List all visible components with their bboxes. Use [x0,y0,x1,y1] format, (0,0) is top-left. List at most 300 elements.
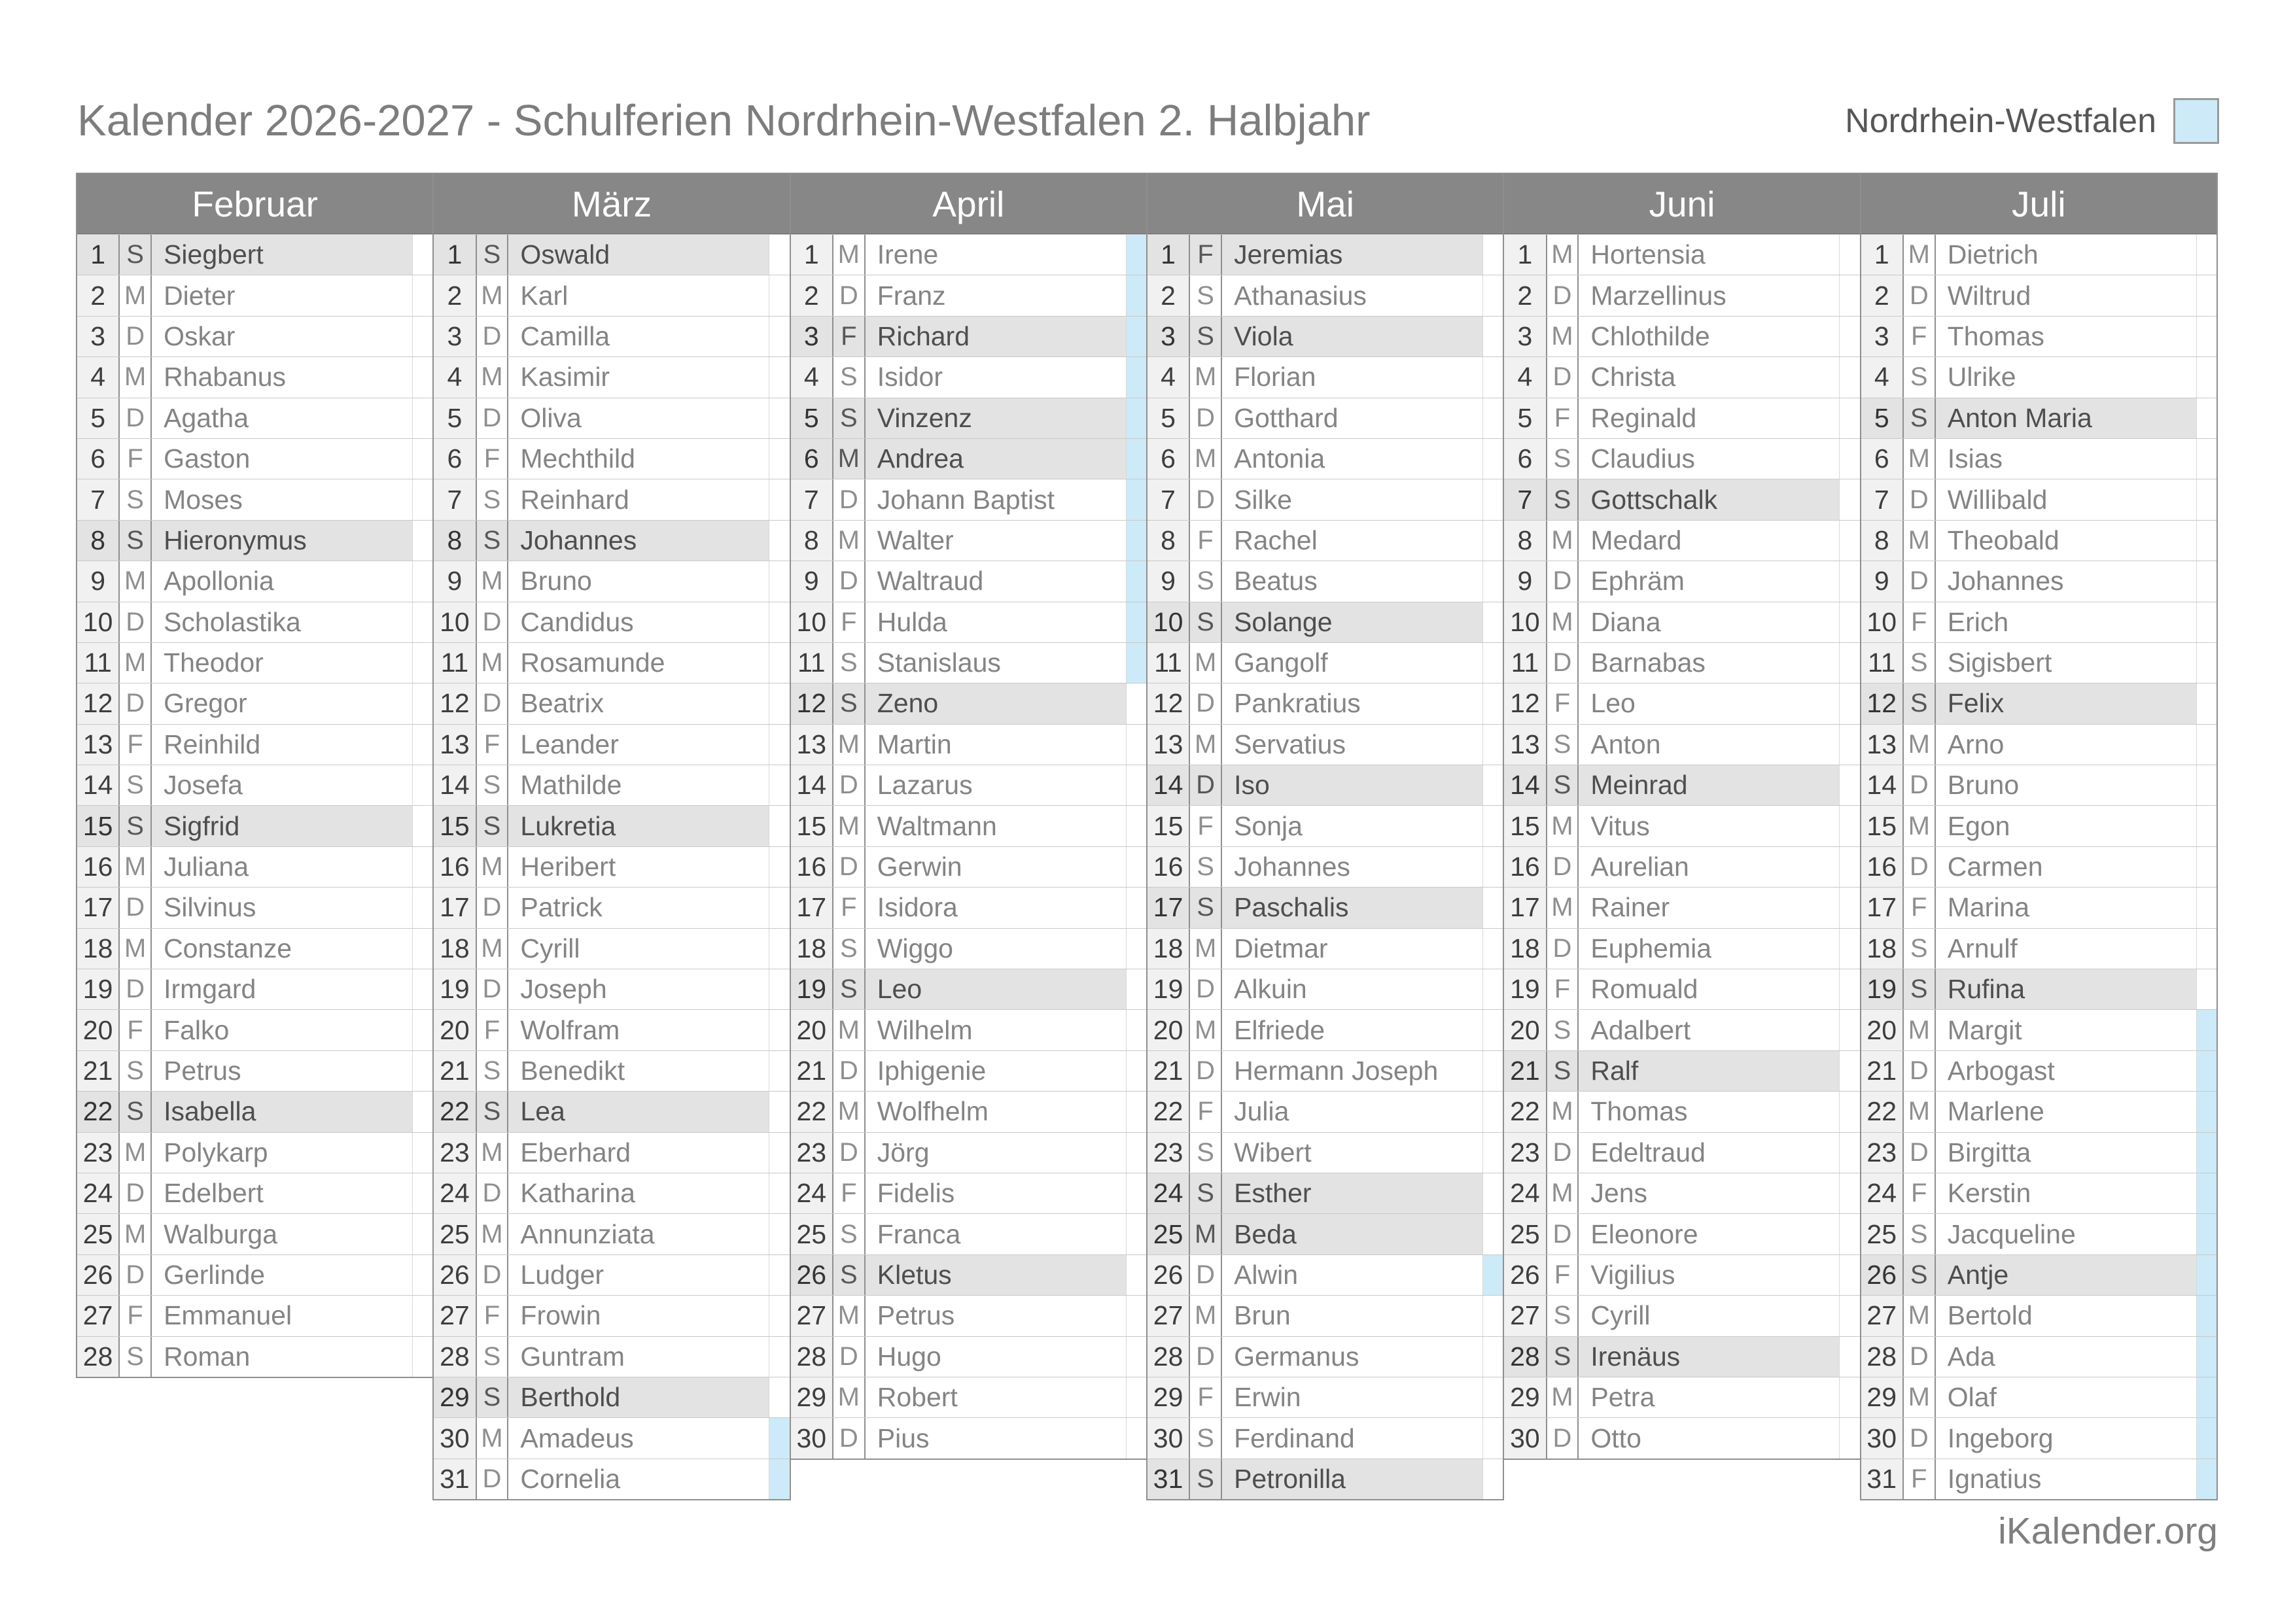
school-holiday-stripe-cell [1840,1051,1859,1091]
nameday-cell: Gottschalk [1579,479,1840,519]
nameday-cell: Gerwin [866,847,1127,887]
nameday-cell: Vigilius [1579,1255,1840,1295]
school-holiday-stripe-cell [1840,806,1859,846]
day-row [77,1050,432,1091]
day-number-cell: 3 [434,317,476,356]
day-number-cell: 7 [1504,479,1547,519]
day-number-cell: 25 [77,1214,120,1254]
school-holiday-stripe-cell [413,683,432,723]
school-holiday-stripe-cell [1127,765,1146,805]
weekday-cell: S [477,1092,509,1132]
nameday-cell: Egon [1936,806,2197,846]
day-row [77,1173,432,1213]
day-number-cell: 22 [1148,1092,1190,1132]
day-row [1504,805,1859,846]
weekday-cell: M [1547,806,1579,846]
day-number-cell: 12 [1861,683,1904,723]
weekday-cell: S [833,357,866,397]
weekday-cell: M [1190,357,1222,397]
weekday-cell: D [1190,1051,1222,1091]
day-row [1861,1009,2216,1050]
school-holiday-stripe-cell [769,806,789,846]
day-number-cell: 13 [434,725,476,765]
weekday-cell: D [1190,398,1222,438]
weekday-cell: D [1190,1337,1222,1377]
weekday-cell: M [1190,1010,1222,1050]
day-number-cell: 23 [1148,1133,1190,1173]
nameday-cell: Antonia [1222,439,1483,479]
school-holiday-stripe-cell [1840,1133,1859,1173]
nameday-cell: Ludger [508,1255,769,1295]
day-row [1504,765,1859,805]
day-row [791,479,1146,519]
month-column [1860,173,2218,1500]
day-number-cell: 2 [434,275,476,315]
weekday-cell: S [120,521,152,561]
weekday-cell: F [1190,235,1222,275]
weekday-cell: D [120,888,152,927]
school-holiday-stripe-cell [1840,888,1859,927]
nameday-cell: Erich [1936,602,2197,642]
day-number-cell: 7 [77,479,120,519]
nameday-cell: Frowin [508,1296,769,1336]
day-row [791,969,1146,1009]
weekday-cell: D [1547,929,1579,969]
school-holiday-stripe-cell [769,1337,789,1377]
nameday-cell: Silvinus [152,888,413,927]
nameday-cell: Anton [1579,725,1840,765]
day-number-cell: 3 [77,317,120,356]
weekday-cell: M [1547,235,1579,275]
weekday-cell: M [120,929,152,969]
nameday-cell: Marlene [1936,1092,2197,1132]
nameday-cell: Solange [1222,602,1483,642]
nameday-cell: Silke [1222,479,1483,519]
day-number-cell: 5 [434,398,476,438]
nameday-cell: Pius [866,1418,1127,1458]
day-number-cell: 15 [1861,806,1904,846]
day-row [1504,1132,1859,1173]
weekday-cell: S [1904,1255,1936,1295]
day-number-cell: 18 [434,929,476,969]
nameday-cell: Antje [1936,1255,2197,1295]
nameday-cell: Falko [152,1010,413,1050]
nameday-cell: Roman [152,1337,413,1377]
nameday-cell: Johannes [1222,847,1483,887]
school-holiday-stripe-cell [413,1296,432,1336]
nameday-cell: Rhabanus [152,357,413,397]
day-number-cell: 11 [434,643,476,683]
school-holiday-stripe-cell [413,439,432,479]
weekday-cell: D [833,847,866,887]
day-number-cell: 13 [77,725,120,765]
weekday-cell: D [120,683,152,723]
school-holiday-stripe-cell [769,765,789,805]
weekday-cell: D [833,275,866,315]
day-number-cell: 28 [77,1337,120,1377]
day-number-cell: 30 [1504,1418,1547,1458]
weekday-cell: D [1547,275,1579,315]
day-row [1148,846,1503,887]
day-number-cell: 26 [1504,1255,1547,1295]
weekday-cell: M [1190,439,1222,479]
day-number-cell: 8 [77,521,120,561]
nameday-cell: Camilla [508,317,769,356]
weekday-cell: D [1547,357,1579,397]
day-row [434,234,789,275]
school-holiday-stripe-cell [1483,521,1503,561]
day-row [434,316,789,356]
school-holiday-stripe-cell [769,439,789,479]
day-row [1861,846,2216,887]
day-row [434,642,789,683]
school-holiday-stripe-cell [1483,725,1503,765]
day-row [77,561,432,601]
day-number-cell: 23 [1861,1133,1904,1173]
day-row [77,805,432,846]
weekday-cell: F [477,1296,509,1336]
school-holiday-stripe-cell [413,1010,432,1050]
weekday-cell: M [120,275,152,315]
day-number-cell: 11 [77,643,120,683]
weekday-cell: M [120,1133,152,1173]
weekday-cell: M [120,847,152,887]
day-row [77,1091,432,1132]
day-number-cell: 10 [1504,602,1547,642]
day-number-cell: 24 [791,1173,833,1213]
nameday-cell: Isias [1936,439,2197,479]
day-row [434,1417,789,1458]
day-number-cell: 15 [434,806,476,846]
school-holiday-stripe-cell [769,643,789,683]
day-number-cell: 9 [791,561,833,601]
school-holiday-stripe-cell [413,235,432,275]
day-number-cell: 20 [77,1010,120,1050]
school-holiday-stripe-cell [413,357,432,397]
school-holiday-stripe-cell [1840,398,1859,438]
weekday-cell: M [1904,439,1936,479]
day-number-cell: 4 [434,357,476,397]
school-holiday-stripe-cell [2197,1173,2216,1213]
day-row [1148,356,1503,397]
day-number-cell: 12 [1148,683,1190,723]
weekday-cell: M [1547,317,1579,356]
day-number-cell: 15 [1148,806,1190,846]
day-number-cell: 30 [1148,1418,1190,1458]
school-holiday-stripe-cell [1127,929,1146,969]
school-holiday-stripe-cell [1127,1133,1146,1173]
day-number-cell: 18 [1504,929,1547,969]
weekday-cell: M [477,847,509,887]
day-number-cell: 14 [1861,765,1904,805]
school-holiday-stripe-cell [1483,969,1503,1009]
day-row [77,928,432,969]
day-row [434,1173,789,1213]
weekday-cell: S [1190,561,1222,601]
nameday-cell: Vitus [1579,806,1840,846]
day-row [1504,724,1859,765]
school-holiday-stripe-cell [1840,521,1859,561]
school-holiday-stripe-cell [1483,683,1503,723]
day-number-cell: 13 [1504,725,1547,765]
school-holiday-stripe-cell [1483,439,1503,479]
nameday-cell: Lazarus [866,765,1127,805]
day-row [1504,316,1859,356]
day-number-cell: 3 [1148,317,1190,356]
school-holiday-stripe-cell [413,725,432,765]
day-row [791,1009,1146,1050]
school-holiday-stripe-cell [1840,969,1859,1009]
weekday-cell: S [1904,357,1936,397]
weekday-cell: M [1904,1296,1936,1336]
nameday-cell: Lea [508,1092,769,1132]
day-row [434,1295,789,1336]
nameday-cell: Martin [866,725,1127,765]
school-holiday-stripe-cell [769,275,789,315]
weekday-cell: D [120,969,152,1009]
weekday-cell: S [120,1337,152,1377]
weekday-cell: D [477,888,509,927]
school-holiday-stripe-cell [769,317,789,356]
day-row [791,234,1146,275]
weekday-cell: S [1904,969,1936,1009]
nameday-cell: Jens [1579,1173,1840,1213]
weekday-cell: S [477,806,509,846]
nameday-cell: Constanze [152,929,413,969]
school-holiday-stripe-cell [2197,521,2216,561]
weekday-cell: D [120,1173,152,1213]
day-row [77,642,432,683]
weekday-cell: S [1190,602,1222,642]
school-holiday-stripe-cell [413,561,432,601]
school-holiday-stripe-cell [2197,235,2216,275]
school-holiday-stripe-cell [2197,969,2216,1009]
nameday-cell: Reginald [1579,398,1840,438]
nameday-cell: Barnabas [1579,643,1840,683]
day-number-cell: 2 [77,275,120,315]
school-holiday-stripe-cell [1483,235,1503,275]
day-number-cell: 11 [1861,643,1904,683]
day-row [1148,561,1503,601]
day-row [1504,275,1859,315]
month-column [76,173,434,1378]
nameday-cell: Gregor [152,683,413,723]
day-number-cell: 16 [1504,847,1547,887]
school-holiday-stripe-cell [413,1173,432,1213]
nameday-cell: Johannes [508,521,769,561]
nameday-cell: Annunziata [508,1214,769,1254]
school-holiday-stripe-cell [1840,439,1859,479]
nameday-cell: Theodor [152,643,413,683]
school-holiday-stripe-cell [1483,602,1503,642]
nameday-cell: Iso [1222,765,1483,805]
day-row [791,1377,1146,1417]
nameday-cell: Edelbert [152,1173,413,1213]
weekday-cell: D [477,602,509,642]
day-number-cell: 14 [434,765,476,805]
school-holiday-stripe-cell [769,357,789,397]
month-column [1146,173,1504,1500]
weekday-cell: F [1547,969,1579,1009]
school-holiday-stripe-cell [2197,1051,2216,1091]
day-number-cell: 24 [1861,1173,1904,1213]
nameday-cell: Beatus [1222,561,1483,601]
day-row [1148,1213,1503,1254]
nameday-cell: Rufina [1936,969,2197,1009]
weekday-cell: D [1190,1255,1222,1295]
weekday-cell: S [1904,1214,1936,1254]
day-number-cell: 1 [1148,235,1190,275]
day-row [434,969,789,1009]
day-number-cell: 14 [77,765,120,805]
nameday-cell: Sigisbert [1936,643,2197,683]
weekday-cell: S [120,235,152,275]
weekday-cell: M [477,1418,509,1458]
nameday-cell: Aurelian [1579,847,1840,887]
day-number-cell: 11 [791,643,833,683]
nameday-cell: Eleonore [1579,1214,1840,1254]
school-holiday-stripe-cell [2197,643,2216,683]
day-row [791,1254,1146,1295]
nameday-cell: Beatrix [508,683,769,723]
school-holiday-stripe-cell [2197,479,2216,519]
day-row [1861,765,2216,805]
nameday-cell: Patrick [508,888,769,927]
school-holiday-stripe-cell [2197,317,2216,356]
day-row [434,479,789,519]
nameday-cell: Marzellinus [1579,275,1840,315]
weekday-cell: D [1904,1418,1936,1458]
nameday-cell: Erwin [1222,1377,1483,1417]
day-number-cell: 27 [1504,1296,1547,1336]
school-holiday-stripe-cell [413,317,432,356]
school-holiday-stripe-cell [413,643,432,683]
nameday-cell: Brun [1222,1296,1483,1336]
school-holiday-stripe-cell [769,1214,789,1254]
day-row [791,724,1146,765]
day-number-cell: 16 [791,847,833,887]
school-holiday-stripe-cell [2197,929,2216,969]
nameday-cell: Olaf [1936,1377,2197,1417]
school-holiday-stripe-cell [1483,398,1503,438]
weekday-cell: S [1190,1173,1222,1213]
day-number-cell: 17 [1861,888,1904,927]
weekday-cell: S [477,479,509,519]
day-number-cell: 26 [791,1255,833,1295]
nameday-cell: Josefa [152,765,413,805]
weekday-cell: F [1904,317,1936,356]
weekday-cell: S [1904,683,1936,723]
day-number-cell: 24 [434,1173,476,1213]
weekday-cell: D [1547,1418,1579,1458]
school-holiday-stripe-cell [1840,643,1859,683]
weekday-cell: D [477,969,509,1009]
school-holiday-stripe-cell [2197,1133,2216,1173]
region-legend [1845,98,2219,144]
school-holiday-stripe-cell [1840,357,1859,397]
day-row [77,234,432,275]
day-row [1504,438,1859,479]
school-holiday-stripe-cell [1483,357,1503,397]
page-title: Kalender 2026-2027 - Schulferien Nordrhein-Westfalen 2. Halbjahr [77,96,1371,145]
day-row [1148,805,1503,846]
day-row [1861,1254,2216,1295]
nameday-cell: Alwin [1222,1255,1483,1295]
day-row [1861,928,2216,969]
day-row [434,765,789,805]
day-number-cell: 26 [1148,1255,1190,1295]
day-row [434,1132,789,1173]
day-number-cell: 16 [77,847,120,887]
day-number-cell: 19 [1504,969,1547,1009]
day-number-cell: 26 [434,1255,476,1295]
day-number-cell: 14 [791,765,833,805]
day-row [1148,1254,1503,1295]
school-holiday-stripe-cell [413,398,432,438]
day-number-cell: 29 [1148,1377,1190,1417]
month-column [432,173,790,1500]
weekday-cell: D [833,765,866,805]
day-row [1861,1173,2216,1213]
nameday-cell: Vinzenz [866,398,1127,438]
school-holiday-stripe-cell [2197,602,2216,642]
weekday-cell: M [477,1133,509,1173]
school-holiday-stripe-cell [1127,1418,1146,1458]
day-number-cell: 25 [1504,1214,1547,1254]
nameday-cell: Rachel [1222,521,1483,561]
day-row [1861,520,2216,561]
school-holiday-stripe-cell [1483,1337,1503,1377]
day-number-cell: 25 [791,1214,833,1254]
day-row [791,1336,1146,1377]
school-holiday-stripe-cell [413,1092,432,1132]
school-holiday-stripe-cell [769,1133,789,1173]
nameday-cell: Cornelia [508,1459,769,1499]
day-row [434,438,789,479]
nameday-cell: Franz [866,275,1127,315]
day-row [791,1132,1146,1173]
weekday-cell: S [833,969,866,1009]
school-holiday-stripe-cell [413,806,432,846]
nameday-cell: Euphemia [1579,929,1840,969]
day-row [1148,969,1503,1009]
day-number-cell: 21 [1504,1051,1547,1091]
nameday-cell: Arno [1936,725,2197,765]
school-holiday-stripe-cell [769,1010,789,1050]
school-holiday-stripe-cell [1840,765,1859,805]
weekday-cell: M [120,561,152,601]
day-number-cell: 17 [791,888,833,927]
nameday-cell: Lukretia [508,806,769,846]
nameday-cell: Isidora [866,888,1127,927]
school-holiday-stripe-cell [1840,929,1859,969]
school-holiday-stripe-cell [413,521,432,561]
day-row [1504,1254,1859,1295]
school-holiday-stripe-cell [769,479,789,519]
school-holiday-stripe-cell [1840,275,1859,315]
weekday-cell: F [120,1296,152,1336]
nameday-cell: Margit [1936,1010,2197,1050]
day-row [434,398,789,438]
day-row [791,275,1146,315]
weekday-cell: S [1547,1051,1579,1091]
day-row [1861,438,2216,479]
school-holiday-stripe-cell [413,847,432,887]
day-row [1861,642,2216,683]
weekday-cell: M [1904,806,1936,846]
nameday-cell: Medard [1579,521,1840,561]
weekday-cell: F [1190,1377,1222,1417]
